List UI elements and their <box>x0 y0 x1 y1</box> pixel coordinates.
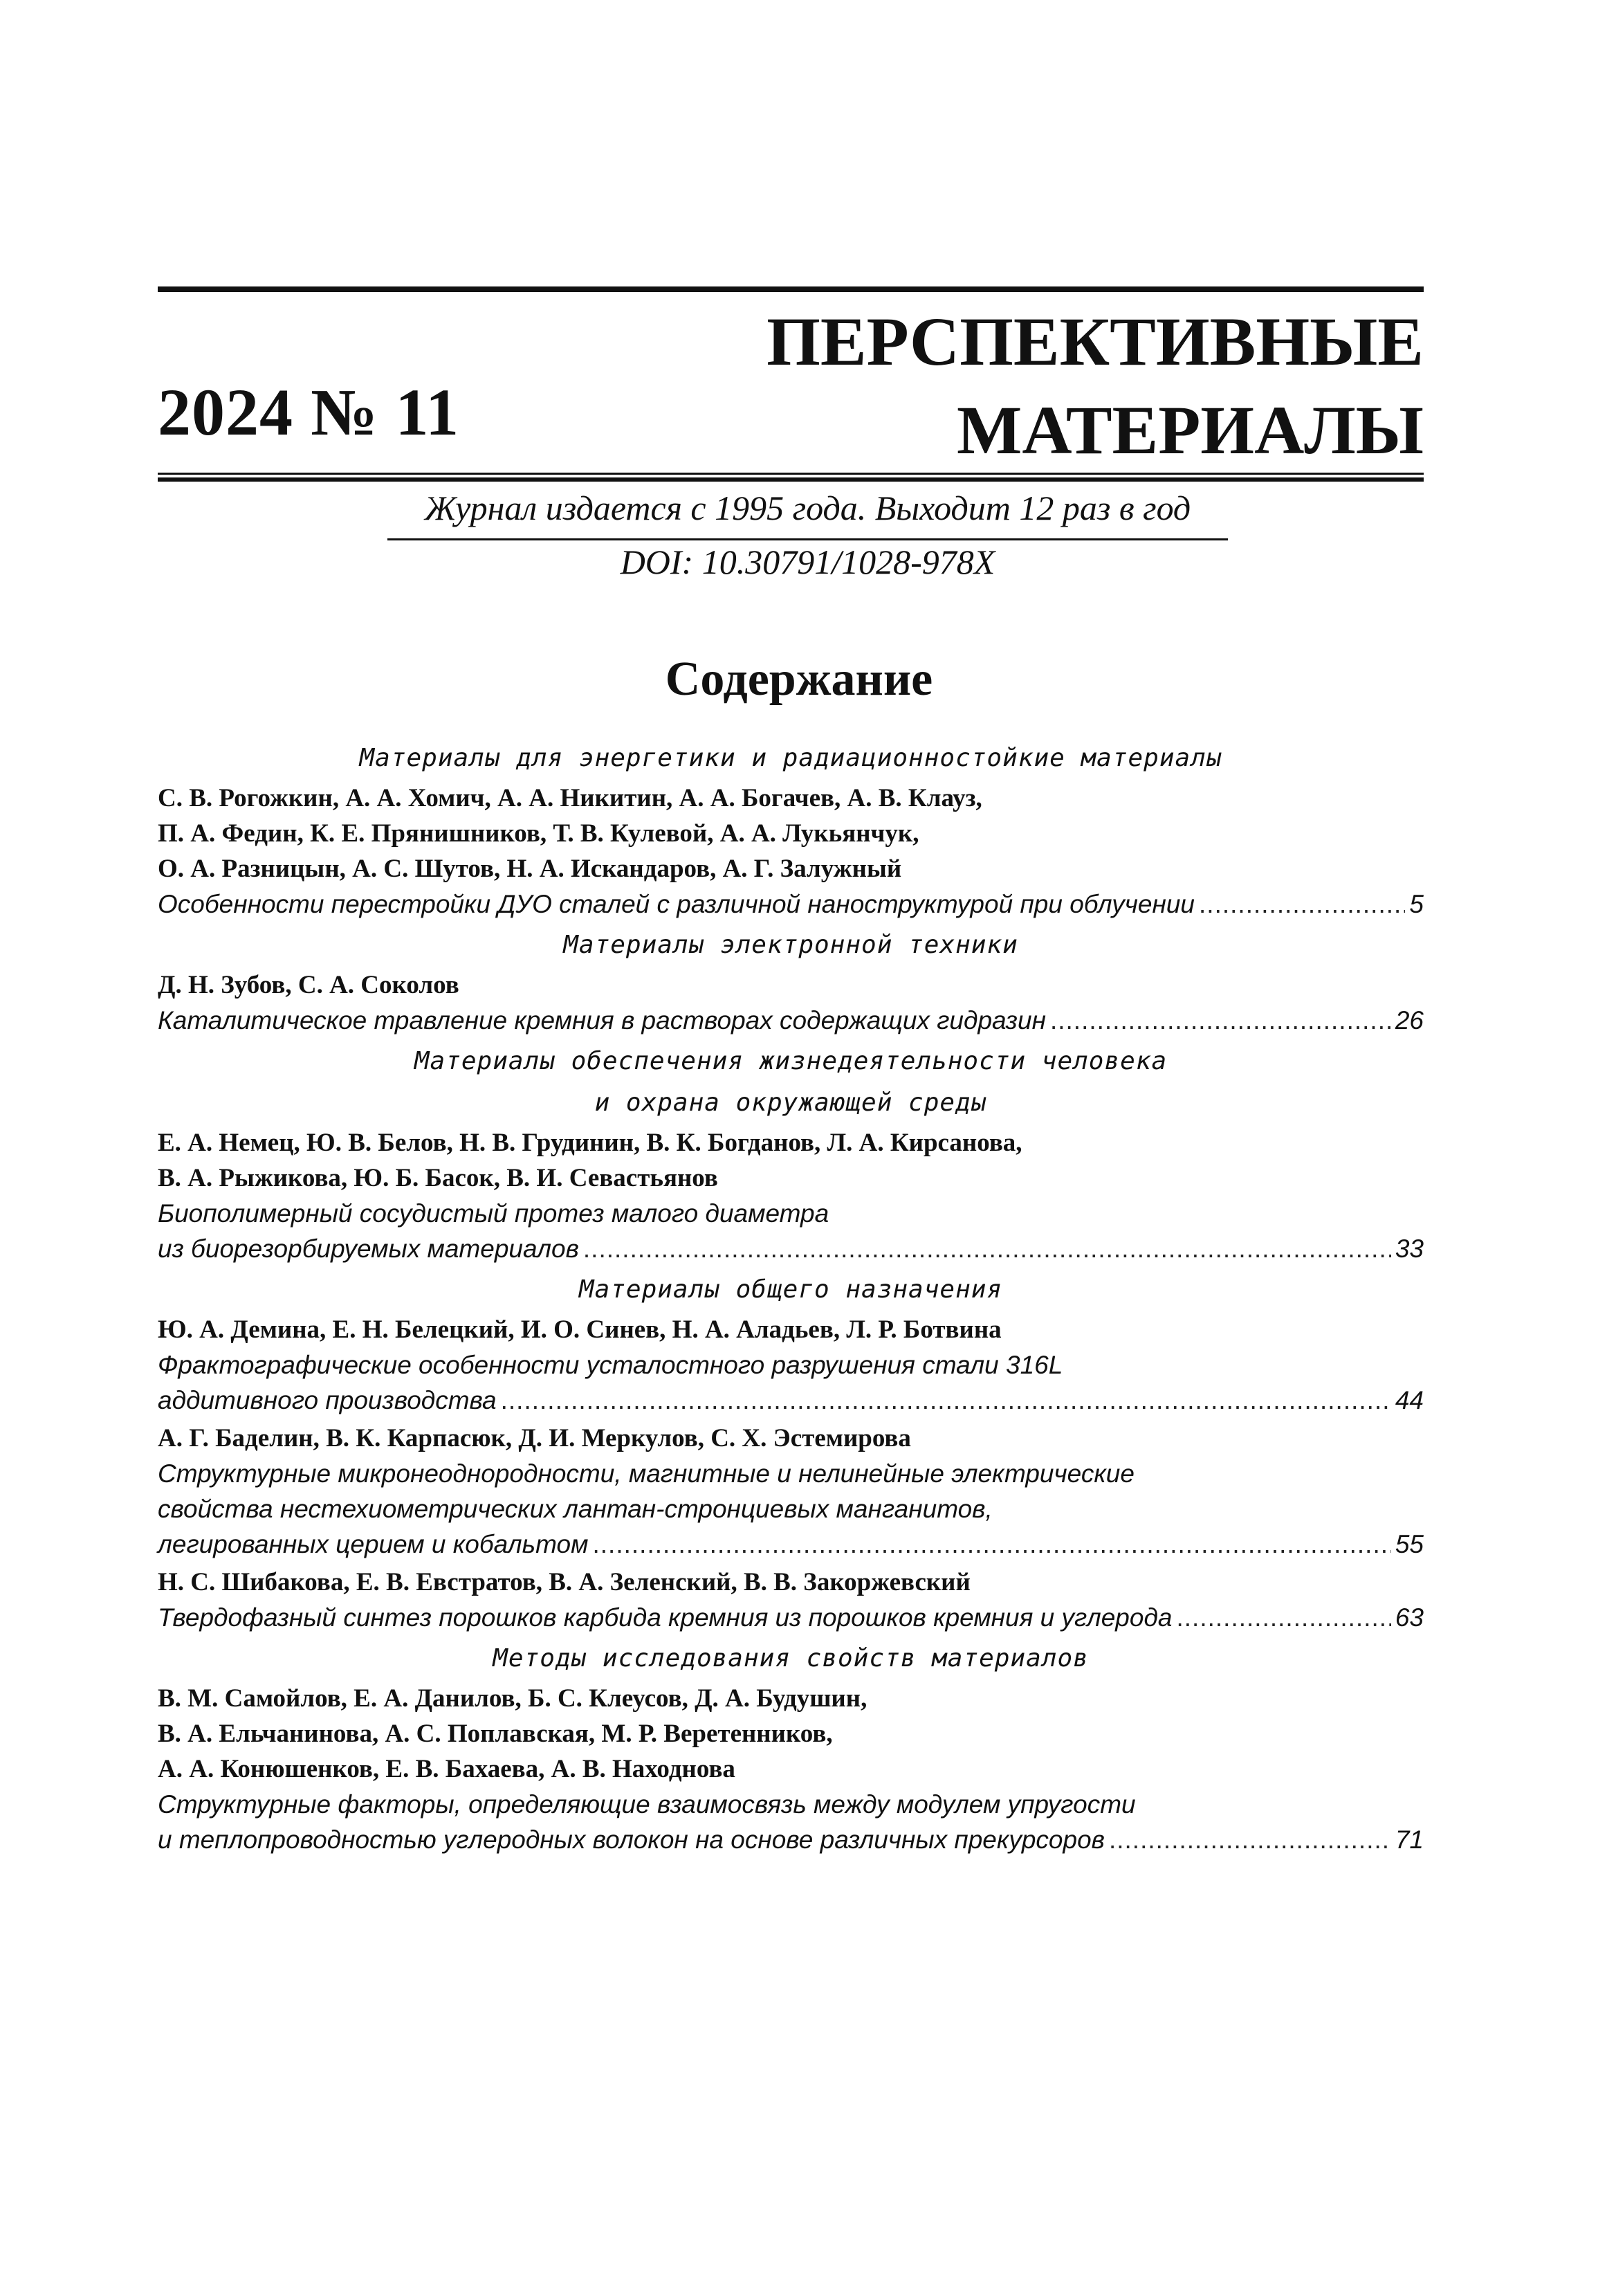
toc-entry <box>158 1681 1424 1857</box>
publication-info-rule <box>387 538 1228 540</box>
entry-title-row[interactable] <box>158 1822 1424 1857</box>
doi: DOI: 10.30791/1028-978X <box>620 543 995 581</box>
toc-section <box>158 1044 1424 1266</box>
entry-authors: В. М. Самойлов, Е. А. Данилов, Б. С. Клеусов, Д. А. Будушин, <box>158 1684 867 1713</box>
page-number: 26 <box>1395 1006 1424 1035</box>
toc-entry <box>158 781 1424 922</box>
toc-section <box>158 1272 1424 1635</box>
header-rule-thick <box>158 477 1424 482</box>
journal-title-line-1: ПЕРСПЕКТИВНЫЕ <box>766 303 1424 380</box>
entry-title: легированных церием и кобальтом <box>158 1530 589 1558</box>
top-rule <box>158 286 1424 292</box>
entry-authors: В. А. Ельчанинова, А. С. Поплавская, М. Р. Веретенников, <box>158 1720 833 1748</box>
table-of-contents <box>158 735 1424 1860</box>
entry-title: Фрактографические особенности усталостного разрушения стали 316L <box>158 1351 1063 1379</box>
entry-authors: В. А. Рыжикова, Ю. Б. Басок, В. И. Севастьянов <box>158 1164 718 1192</box>
entry-title-row[interactable] <box>158 1003 1424 1038</box>
entry-title: Особенности перестройки ДУО сталей с различной наноструктурой при облучении <box>158 890 1195 918</box>
toc-entry <box>158 967 1424 1038</box>
section-title: Материалы обеспечения жизнедеятельности человека <box>414 1047 1168 1075</box>
entry-title: свойства нестехиометрических лантан-стронциевых манганитов, <box>158 1495 993 1523</box>
page-number: 63 <box>1395 1603 1424 1632</box>
toc-section <box>158 927 1424 1038</box>
entry-title-row[interactable] <box>158 1383 1424 1418</box>
entry-title-row[interactable] <box>158 1527 1424 1562</box>
entry-authors: П. А. Федин, К. Е. Прянишников, Т. В. Кулевой, А. А. Лукьянчук, <box>158 819 919 848</box>
toc-entry <box>158 1312 1424 1418</box>
page-number: 71 <box>1395 1825 1424 1854</box>
entry-title: Твердофазный синтез порошков карбида кремния из порошков кремния и углерода <box>158 1603 1173 1632</box>
dot-leader <box>1199 886 1405 922</box>
entry-authors: Ю. А. Демина, Е. Н. Белецкий, И. О. Синев, Н. А. Аладьев, Л. Р. Ботвина <box>158 1315 1002 1344</box>
issue-number: 2024 № 11 <box>158 375 460 449</box>
header-rule-thin <box>158 473 1424 475</box>
journal-title <box>766 298 1424 475</box>
dot-leader <box>501 1383 1391 1418</box>
publication-info: Журнал издается с 1995 года. Выходит 12 раз в год <box>424 489 1191 527</box>
entry-title: Структурные факторы, определяющие взаимосвязь между модулем упругости <box>158 1790 1136 1819</box>
toc-entry <box>158 1125 1424 1266</box>
entry-title: аддитивного производства <box>158 1386 497 1414</box>
dot-leader <box>592 1527 1390 1562</box>
section-title: Материалы электронной техники <box>563 931 1018 959</box>
entry-authors: О. А. Разницын, А. С. Шутов, Н. А. Искандаров, А. Г. Залужный <box>158 855 902 883</box>
page-number: 5 <box>1409 890 1424 918</box>
toc-section <box>158 740 1424 922</box>
entry-authors: Д. Н. Зубов, С. А. Соколов <box>158 971 459 999</box>
toc-entry <box>158 1421 1424 1562</box>
entry-title: Биополимерный сосудистый протез малого диаметра <box>158 1199 829 1228</box>
section-title: и охрана окружающей среды <box>594 1088 987 1117</box>
section-title: Материалы для энергетики и радиационностойкие материалы <box>359 744 1222 772</box>
entry-title-row[interactable] <box>158 886 1424 922</box>
section-title: Методы исследования свойств материалов <box>493 1644 1089 1673</box>
page-number: 55 <box>1395 1530 1424 1558</box>
dot-leader <box>1109 1822 1391 1857</box>
toc-section <box>158 1641 1424 1857</box>
dot-leader <box>1050 1003 1391 1038</box>
entry-title: Каталитическое травление кремния в растворах содержащих гидразин <box>158 1006 1046 1035</box>
entry-title-row[interactable] <box>158 1231 1424 1266</box>
entry-authors: С. В. Рогожкин, А. А. Хомич, А. А. Никитин, А. А. Богачев, А. В. Клауз, <box>158 784 982 812</box>
entry-title: Структурные микронеоднородности, магнитные и нелинейные электрические <box>158 1459 1135 1488</box>
entry-authors: А. Г. Баделин, В. К. Карпасюк, Д. И. Меркулов, С. Х. Эстемирова <box>158 1424 911 1452</box>
dot-leader <box>1177 1600 1391 1635</box>
page-number: 44 <box>1395 1386 1424 1414</box>
page-number: 33 <box>1395 1234 1424 1263</box>
toc-entry <box>158 1565 1424 1635</box>
entry-authors: Н. С. Шибакова, Е. В. Евстратов, В. А. Зеленский, В. В. Закоржевский <box>158 1568 971 1596</box>
entry-authors: Е. А. Немец, Ю. В. Белов, Н. В. Грудинин, В. К. Богданов, Л. А. Кирсанова, <box>158 1129 1022 1157</box>
entry-title: и теплопроводностью углеродных волокон на основе различных прекурсоров <box>158 1825 1105 1854</box>
entry-title-row[interactable] <box>158 1600 1424 1635</box>
dot-leader <box>583 1231 1391 1266</box>
entry-authors: А. А. Конюшенков, Е. В. Бахаева, А. В. Находнова <box>158 1755 735 1783</box>
entry-title: из биорезорбируемых материалов <box>158 1234 579 1263</box>
journal-title-line-2: МАТЕРИАЛЫ <box>957 392 1424 468</box>
section-title: Материалы общего назначения <box>578 1275 1003 1304</box>
contents-heading: Содержание <box>665 653 933 706</box>
